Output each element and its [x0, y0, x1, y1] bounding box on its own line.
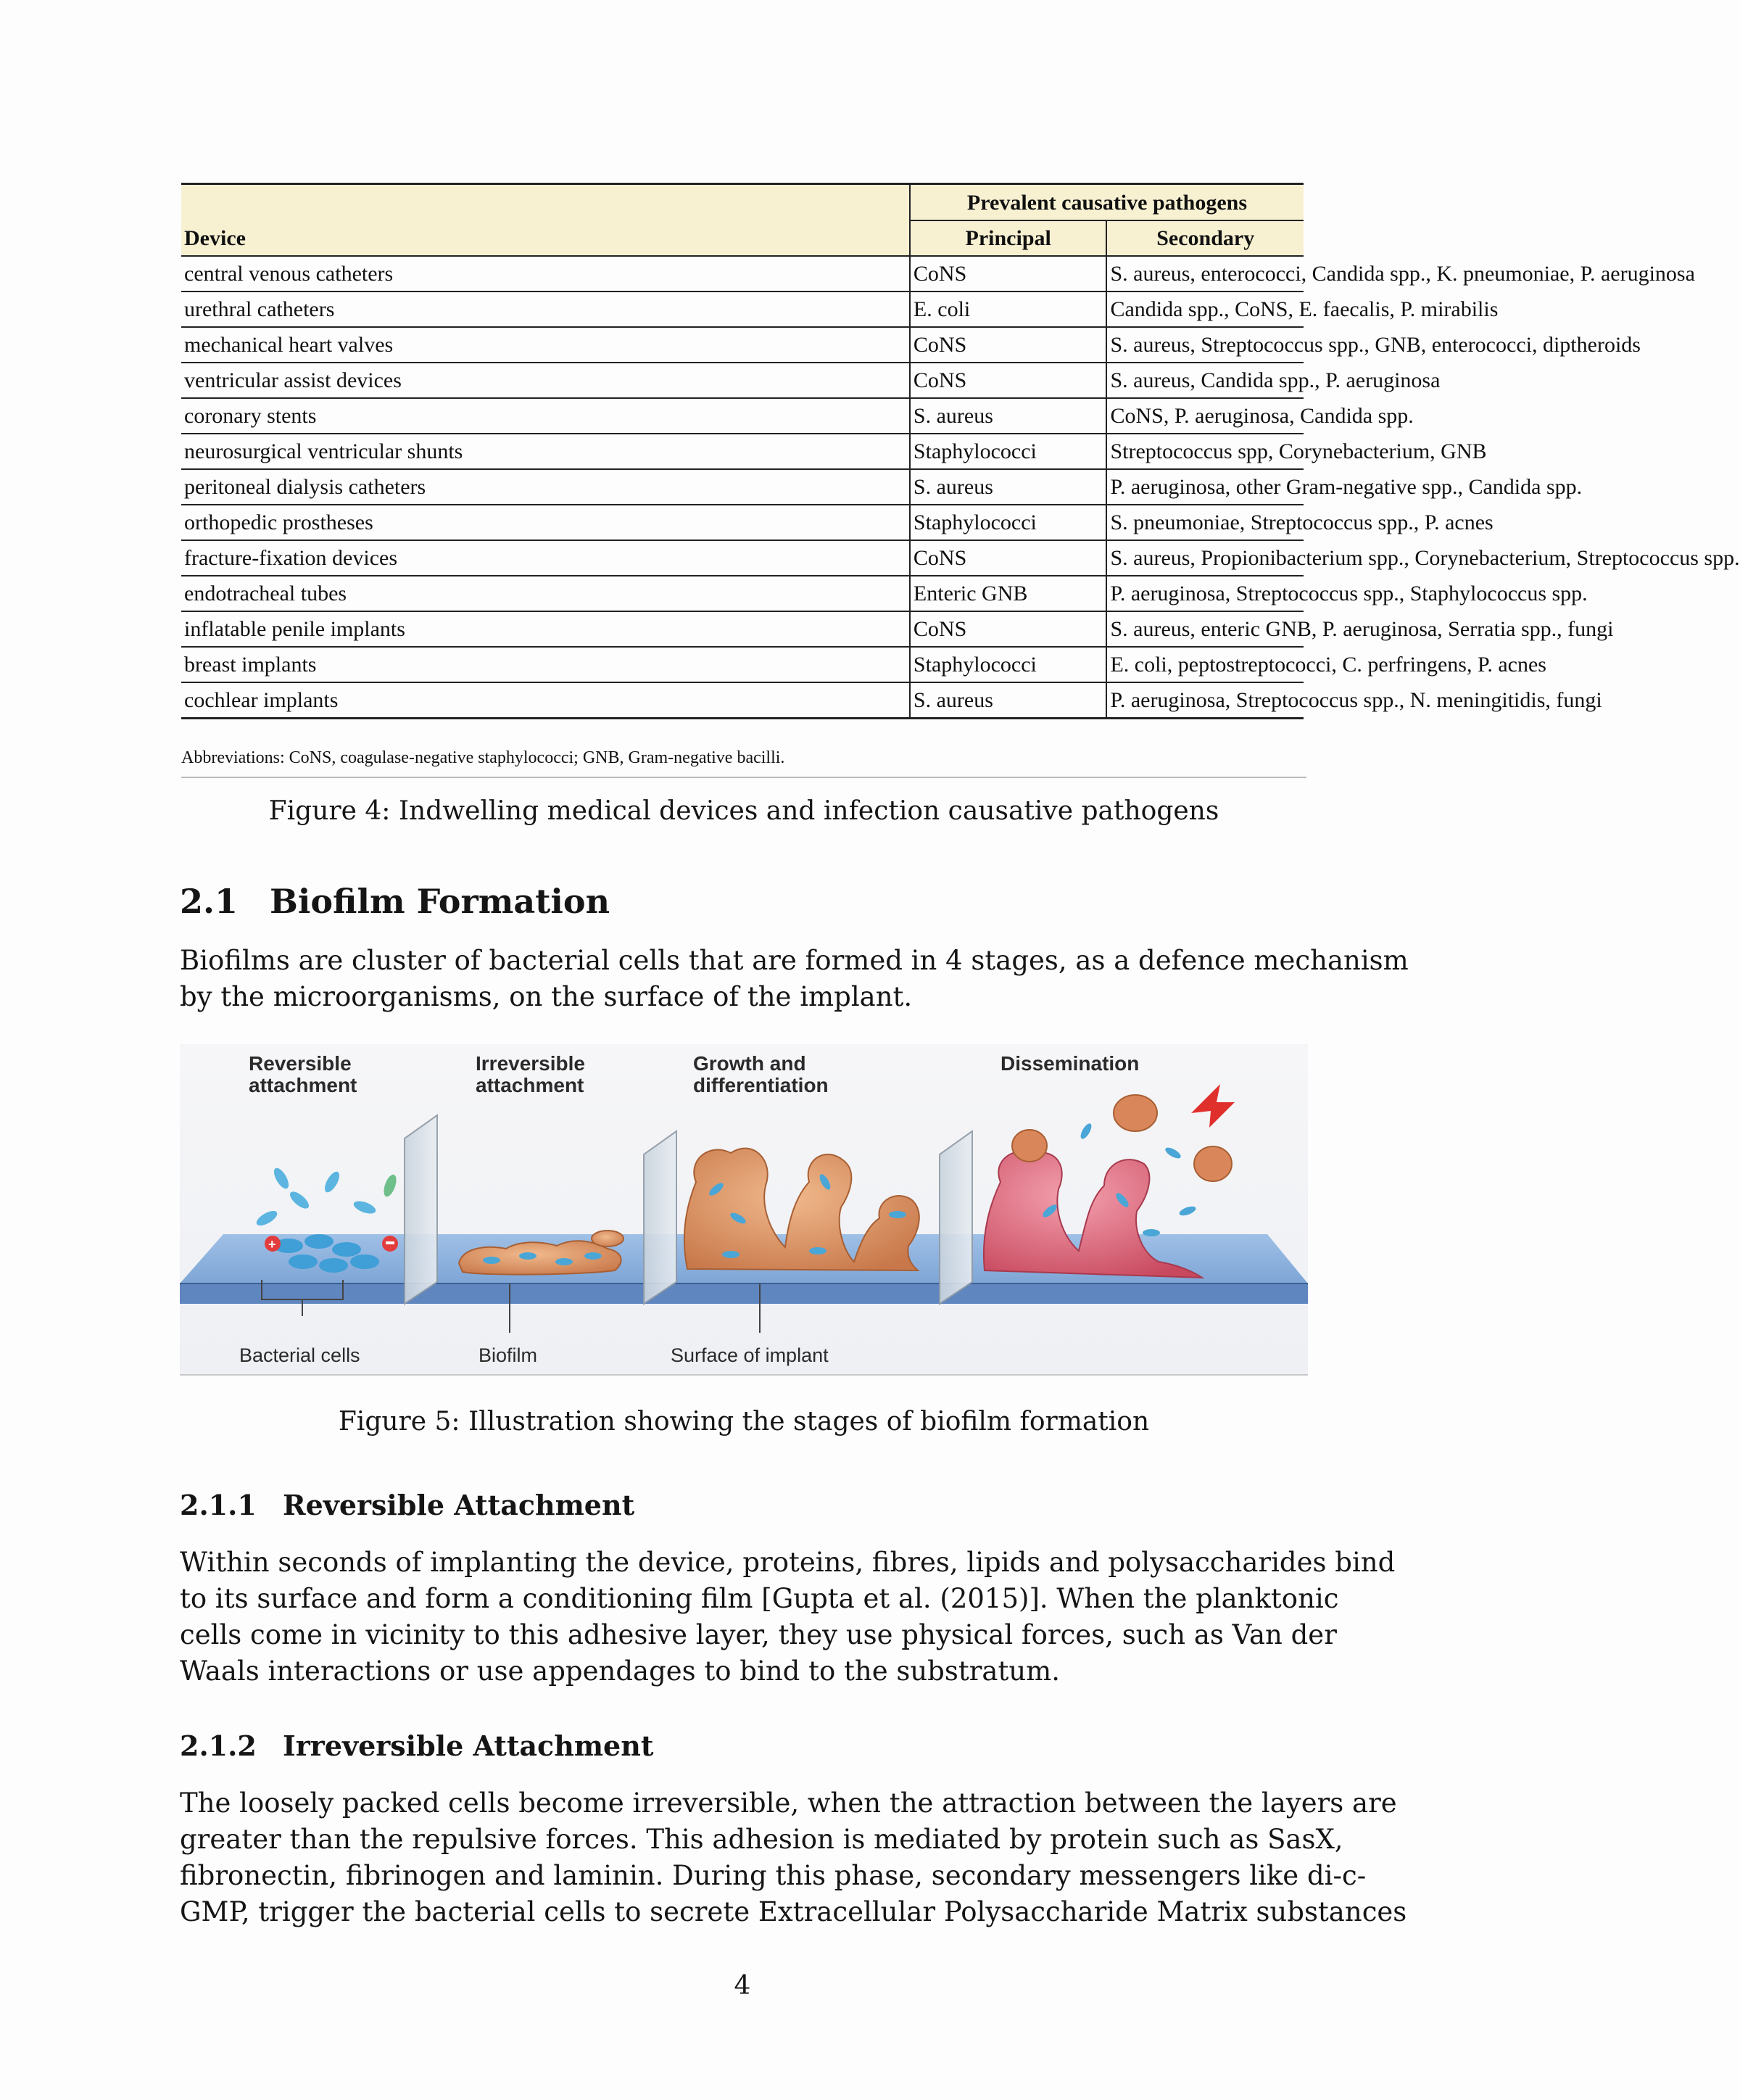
stage-divider-3 — [940, 1131, 972, 1304]
device-cell: ventricular assist devices — [181, 363, 910, 398]
principal-cell: Staphylococci — [910, 647, 1107, 682]
embedded-cell — [555, 1258, 573, 1265]
subsection-heading — [180, 1489, 634, 1521]
embedded-cell — [483, 1257, 500, 1264]
subsection-title: Irreversible Attachment — [283, 1729, 654, 1762]
section-heading — [180, 882, 610, 921]
paragraph-line: greater than the repulsive forces. This adhesion is mediated by protein such as SasX, — [180, 1824, 1343, 1855]
biofilm-label: Biofilm — [478, 1344, 538, 1366]
detached-cluster — [1194, 1146, 1232, 1181]
bacterial-cell — [332, 1242, 361, 1257]
principal-cell: S. aureus — [910, 469, 1107, 505]
table-header-spacer — [181, 184, 910, 221]
bacterial-cell — [350, 1254, 379, 1269]
table-row — [181, 611, 1304, 647]
biofilm-cluster — [592, 1231, 624, 1247]
secondary-cell: S. pneumoniae, Streptococcus spp., P. acnes — [1106, 505, 1304, 540]
paragraph-line: Within seconds of implanting the device, proteins, fibres, lipids and polysaccharides bind — [180, 1547, 1396, 1578]
embedded-cell — [519, 1252, 536, 1260]
principal-cell: E. coli — [910, 292, 1107, 327]
stage-divider-1 — [405, 1115, 437, 1304]
subsection-number: 2.1.2 — [180, 1729, 257, 1762]
device-cell: peritoneal dialysis catheters — [181, 469, 910, 505]
table-row — [181, 256, 1304, 292]
surface-of-implant-label: Surface of implant — [671, 1344, 829, 1366]
detaching-cluster — [1012, 1130, 1047, 1162]
table-header-device: Device — [181, 220, 910, 256]
table-header-principal: Principal — [910, 220, 1107, 256]
principal-cell: CoNS — [910, 256, 1107, 292]
paragraph-line: fibronectin, fibrinogen and laminin. During this phase, secondary messengers like di-c- — [180, 1860, 1367, 1891]
paragraph-line: by the microorganisms, on the surface of the implant. — [180, 981, 913, 1012]
bacterial-cell — [319, 1258, 348, 1273]
page-number: 4 — [734, 1971, 751, 2001]
device-cell: urethral catheters — [181, 292, 910, 327]
device-cell: neurosurgical ventricular shunts — [181, 434, 910, 469]
embedded-cell — [584, 1252, 602, 1260]
embedded-cell — [889, 1211, 906, 1218]
stage-2-label-line1: Irreversible — [476, 1052, 585, 1075]
embedded-cell — [722, 1251, 740, 1258]
stage-1-label-line2: attachment — [249, 1074, 357, 1096]
secondary-cell: P. aeruginosa, Streptococcus spp., N. meningitidis, fungi — [1106, 682, 1304, 719]
secondary-cell: S. aureus, Propionibacterium spp., Corynebacterium, Streptococcus spp. — [1106, 540, 1304, 576]
plus-sign: + — [268, 1237, 276, 1252]
secondary-cell: E. coli, peptostreptococci, C. perfringens, P. acnes — [1106, 647, 1304, 682]
subsection-heading — [180, 1729, 653, 1762]
intro-paragraph — [180, 943, 1409, 1015]
biofilm-illustration — [180, 1044, 1308, 1374]
secondary-cell: S. aureus, Candida spp., P. aeruginosa — [1106, 363, 1304, 398]
device-cell: coronary stents — [181, 398, 910, 434]
secondary-cell: Candida spp., CoNS, E. faecalis, P. mirabilis — [1106, 292, 1304, 327]
biofilm-stages-figure — [180, 1044, 1308, 1376]
stage-3-label-line2: differentiation — [693, 1074, 829, 1096]
principal-cell: CoNS — [910, 611, 1107, 647]
table-row — [181, 540, 1304, 576]
device-cell: endotracheal tubes — [181, 576, 910, 611]
subsection-title: Reversible Attachment — [283, 1489, 635, 1521]
table-row — [181, 647, 1304, 682]
reversible-attachment-paragraph — [180, 1545, 1396, 1690]
embedded-cell — [809, 1247, 826, 1254]
principal-cell: CoNS — [910, 540, 1107, 576]
device-cell: orthopedic prostheses — [181, 505, 910, 540]
table-row — [181, 434, 1304, 469]
secondary-cell: P. aeruginosa, Streptococcus spp., Staphylococcus spp. — [1106, 576, 1304, 611]
paragraph-line: cells come in vicinity to this adhesive layer, they use physical forces, such as Van der — [180, 1619, 1337, 1650]
embedded-cell — [1143, 1229, 1160, 1236]
principal-cell: Staphylococci — [910, 434, 1107, 469]
figure-4-caption: Figure 4: Indwelling medical devices and infection causative pathogens — [268, 796, 1219, 826]
device-cell: cochlear implants — [181, 682, 910, 719]
pathogen-table — [181, 183, 1740, 719]
section-title: Biofilm Formation — [270, 882, 610, 921]
table-row — [181, 505, 1304, 540]
figure-5-caption: Figure 5: Illustration showing the stages of biofilm formation — [338, 1407, 1150, 1436]
principal-cell: S. aureus — [910, 398, 1107, 434]
device-cell: mechanical heart valves — [181, 327, 910, 363]
bacterial-cells-label: Bacterial cells — [239, 1344, 360, 1366]
table-abbreviations: Abbreviations: CoNS, coagulase-negative staphylococci; GNB, Gram-negative bacilli. — [181, 748, 1306, 778]
principal-cell: S. aureus — [910, 682, 1107, 719]
table-group-header: Prevalent causative pathogens — [910, 184, 1304, 221]
section-number: 2.1 — [180, 882, 239, 921]
table-header-secondary: Secondary — [1106, 220, 1304, 256]
stage-3-label-line1: Growth and — [693, 1052, 806, 1075]
secondary-cell: S. aureus, enteric GNB, P. aeruginosa, Serratia spp., fungi — [1106, 611, 1304, 647]
stage-2-label-line2: attachment — [476, 1074, 584, 1096]
secondary-cell: S. aureus, enterococci, Candida spp., K. pneumoniae, P. aeruginosa — [1106, 256, 1304, 292]
detached-cluster — [1114, 1095, 1157, 1131]
stage-4-label: Dissemination — [1000, 1052, 1140, 1075]
secondary-cell: CoNS, P. aeruginosa, Candida spp. — [1106, 398, 1304, 434]
bacterial-cell — [304, 1234, 334, 1249]
secondary-cell: P. aeruginosa, other Gram-negative spp., Candida spp. — [1106, 469, 1304, 505]
pathogen-table-figure — [181, 183, 1740, 778]
irreversible-attachment-paragraph — [180, 1785, 1407, 1930]
secondary-cell: S. aureus, Streptococcus spp., GNB, enterococci, diptheroids — [1106, 327, 1304, 363]
device-cell: breast implants — [181, 647, 910, 682]
minus-sign — [386, 1241, 394, 1244]
table-row — [181, 292, 1304, 327]
principal-cell: CoNS — [910, 327, 1107, 363]
paragraph-line: The loosely packed cells become irreversible, when the attraction between the layers are — [180, 1787, 1397, 1819]
table-row — [181, 327, 1304, 363]
table-row — [181, 398, 1304, 434]
paragraph-line: GMP, trigger the bacterial cells to secrete Extracellular Polysaccharide Matrix substances — [180, 1896, 1407, 1927]
principal-cell: Staphylococci — [910, 505, 1107, 540]
table-row — [181, 469, 1304, 505]
principal-cell: Enteric GNB — [910, 576, 1107, 611]
device-cell: inflatable penile implants — [181, 611, 910, 647]
secondary-cell: Streptococcus spp, Corynebacterium, GNB — [1106, 434, 1304, 469]
table-body — [181, 256, 1740, 719]
bacterial-cell — [289, 1254, 318, 1269]
paragraph-line: Waals interactions or use appendages to bind to the substratum. — [180, 1655, 1061, 1687]
device-cell: fracture-fixation devices — [181, 540, 910, 576]
implant-surface-front — [180, 1283, 1308, 1304]
table-row — [181, 363, 1304, 398]
stage-1-label-line1: Reversible — [249, 1052, 352, 1075]
paragraph-line: to its surface and form a conditioning film [Gupta et al. (2015)]. When the planktonic — [180, 1583, 1339, 1614]
paragraph-line: Biofilms are cluster of bacterial cells that are formed in 4 stages, as a defence mechanism — [180, 945, 1409, 976]
stage-divider-2 — [644, 1131, 676, 1304]
principal-cell: CoNS — [910, 363, 1107, 398]
subsection-number: 2.1.1 — [180, 1489, 257, 1521]
table-row — [181, 576, 1304, 611]
device-cell: central venous catheters — [181, 256, 910, 292]
table-row — [181, 682, 1304, 719]
